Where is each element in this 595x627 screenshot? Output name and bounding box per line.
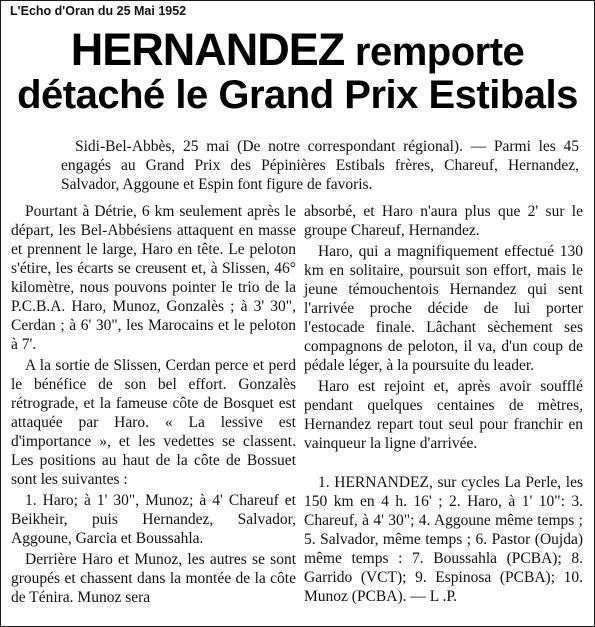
headline-line-1: [1, 24, 594, 75]
article-paragraph: Pourtant à Détrie, 6 km seulement après le départ, les Bel-Abbésiens attaquent en masse et prennent le large, Haro en tête. Le peloton s'étire, les écarts se creusent et, à Slissen, 46° kilomètre, nous pouvons pointer le trio de la P.C.B.A. Haro, Munoz, Gonzalès ; à 3' 30", Cerdan ; à 6' 30", les Marocains et le peloton à 7'.: [11, 203, 296, 353]
article-paragraph: A la sortie de Slissen, Cerdan perce et perd le bénéfice de son bel effort. Gonzalès rétrograde, et la fameuse côte de Bosquet est attaquée par Haro. « La lessive est d'importance », et les vedettes se classent. Les positions au haut de la côte de Bossuet sont les suivantes :: [11, 357, 296, 488]
source-line: L'Echo d'Oran du 25 Mai 1952: [10, 4, 187, 18]
right-column: [304, 202, 583, 608]
article-paragraph: 1. Haro; à 1' 30", Munoz; à 4' Chareuf et Beikheir, puis Hernandez, Salvador, Aggoune, Garcia et Boussahla.: [11, 492, 296, 547]
headline-verb: remporte: [354, 30, 525, 74]
headline-line-2: détaché le Grand Prix Estibals: [17, 73, 578, 117]
article-continuation: absorbé, et Haro n'aura plus que 2' sur le groupe Chareuf, Hernandez.: [304, 203, 583, 239]
article-paragraph: Derrière Haro et Munoz, les autres se sont groupés et chassent dans la montée de la côte de Ténira. Munoz sera: [11, 551, 296, 606]
left-column: [11, 202, 296, 609]
race-results: 1. HERNANDEZ, sur cycles La Perle, les 150 km en 4 h. 16' ; 2. Haro, à 1' 10": 3. Chareuf, à 4' 30"; 4. Aggoune même temps ; 5. Salvador, même temps ; 6. Pastor (Oujda) même temps : 7. Boussahla (PCBA); 8. Garrido (VCT); 9. Espinosa (PCBA); 10. Munoz (PCBA). — L .P.: [304, 474, 583, 605]
headline: [1, 24, 594, 117]
headline-winner: HERNANDEZ: [70, 24, 345, 75]
article-paragraph: Haro, qui a magnifiquement effectué 130 km en solitaire, poursuit son effort, mais le jeune témouchentois Hernandez qui sent l'arrivée proche décide de lui porter l'estocade finale. Lâchant sèchement ses compagnons de peloton, il va, d'un coup de pédale léger, à la poursuite du leader.: [304, 243, 583, 374]
intro-paragraph: Sidi-Bel-Abbès, 25 mai (De notre correspondant régional). — Parmi les 45 engagés au Grand Prix des Pépinières Estibals frères, Chareuf, Hernandez, Salvador, Aggoune et Espin font figure de favoris.: [61, 138, 579, 193]
article-paragraph: Haro est rejoint et, après avoir soufflé pendant quelques centaines de mètres, Hernandez repart tout seul pour franchir en vainqueur la ligne d'arrivée.: [304, 378, 583, 452]
